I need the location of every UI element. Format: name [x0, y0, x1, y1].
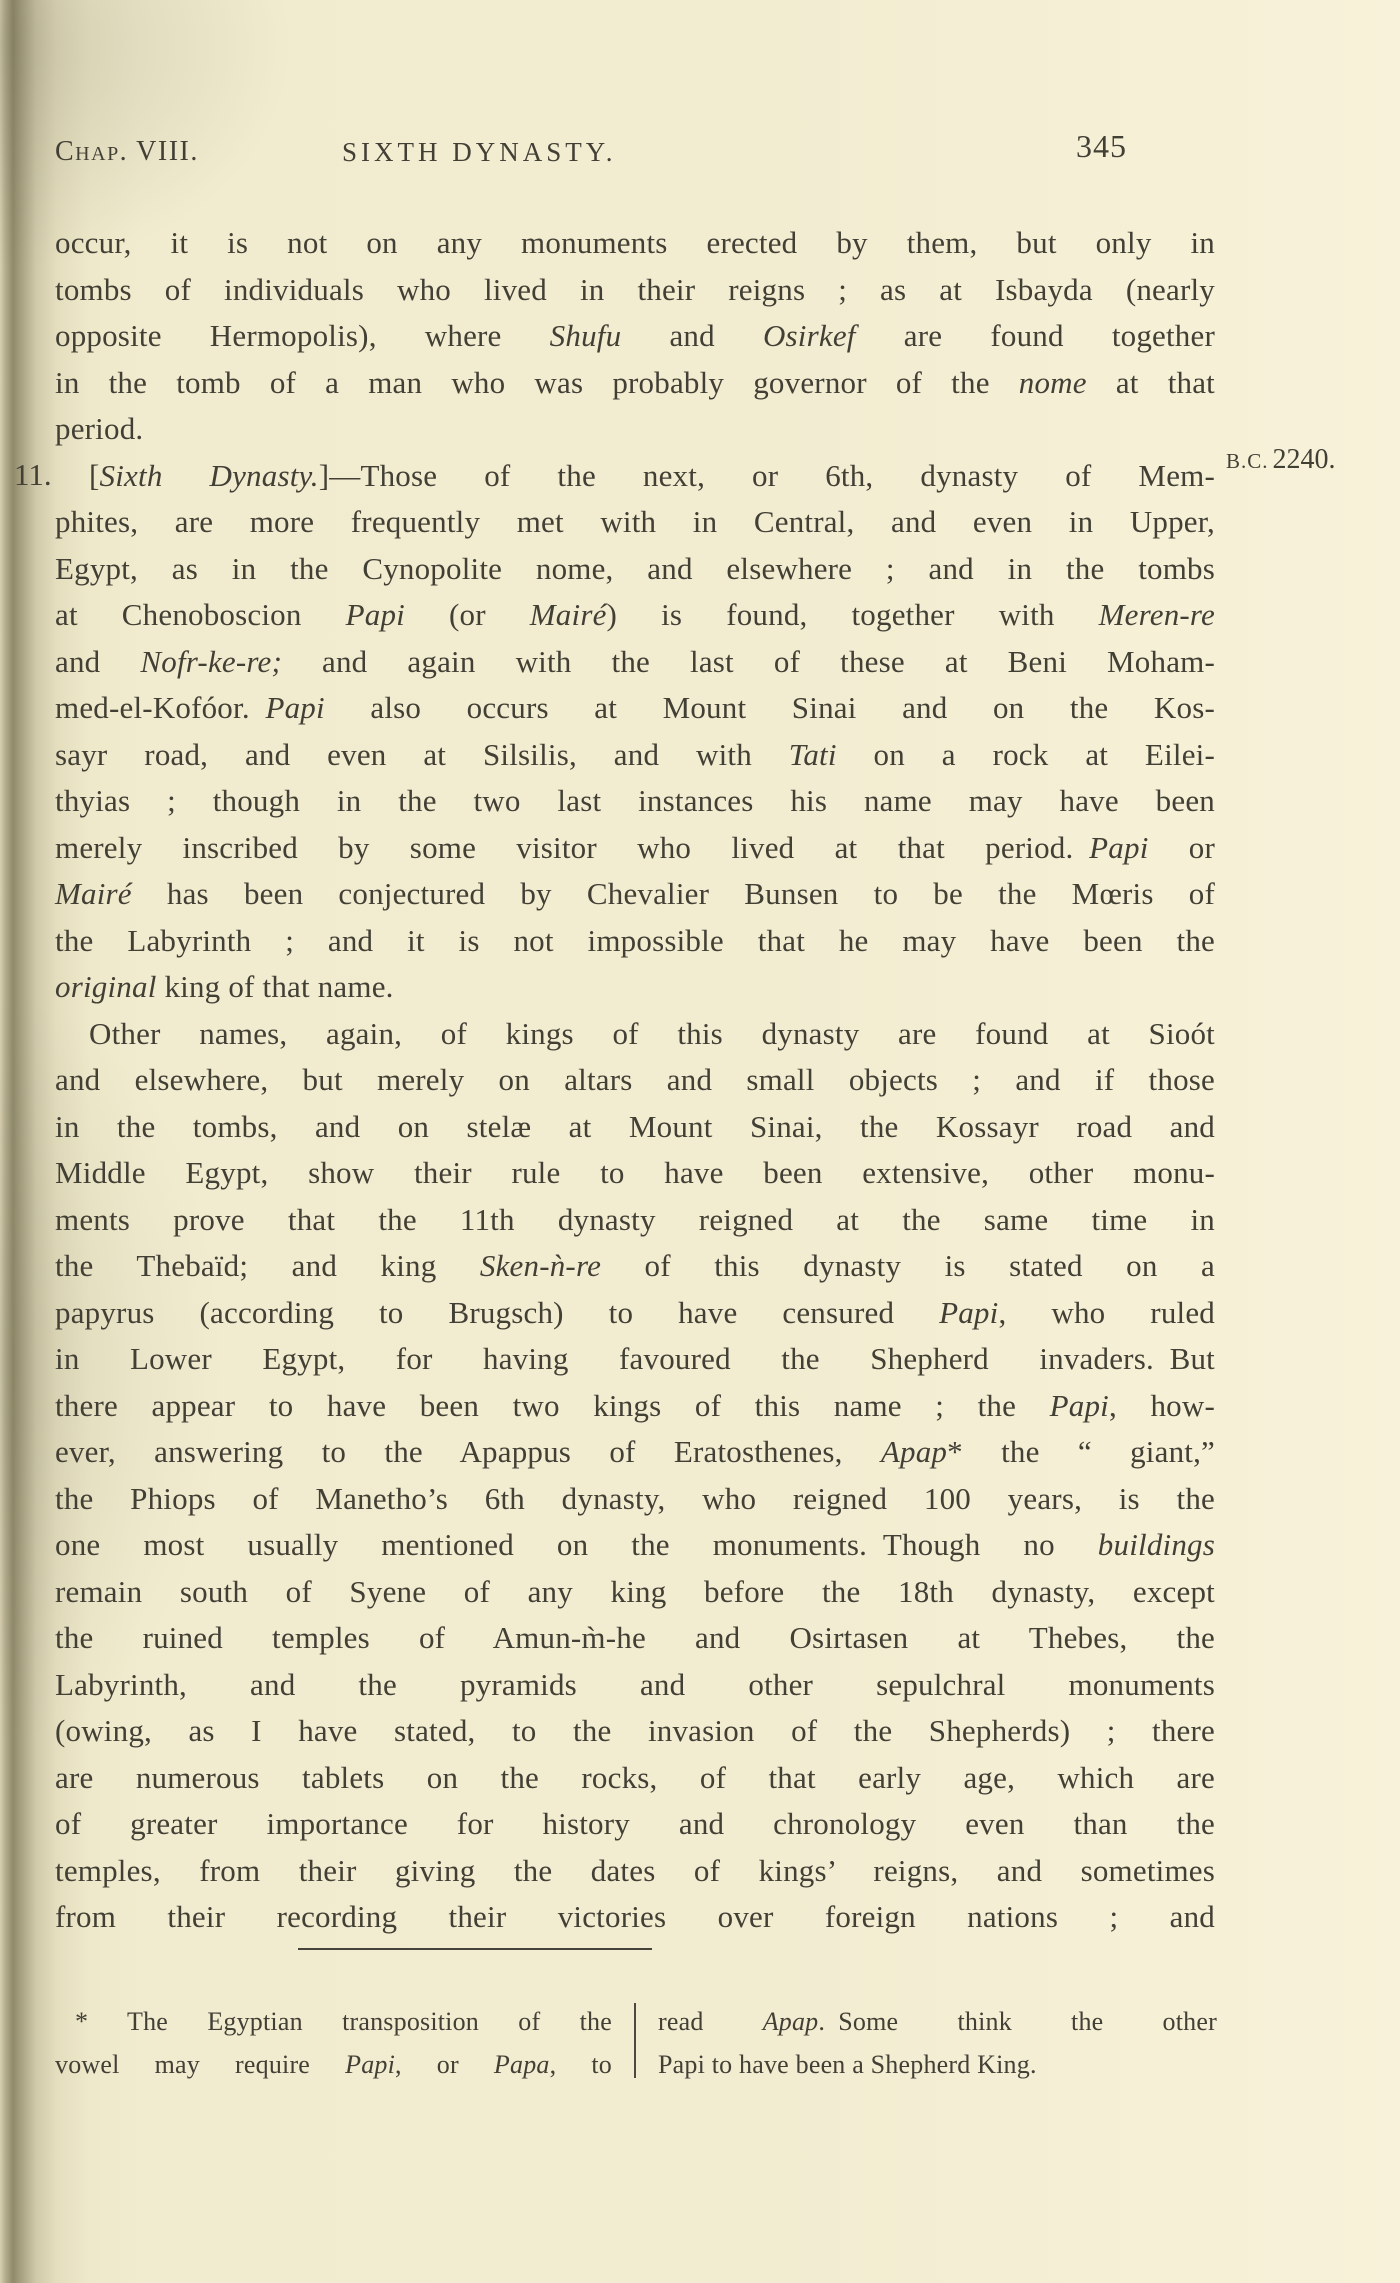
text: of greater importance for history and chronology even than the: [55, 1806, 1215, 1841]
italic-text: Tati: [788, 736, 837, 772]
text: , to: [549, 2050, 612, 2079]
text: tombs of individuals who lived in their reigns ; as at Isbayda (nearly: [55, 271, 1215, 307]
text: the Thebaïd; and king: [55, 1248, 480, 1283]
text: at that: [1086, 364, 1215, 400]
text-line: [55, 1104, 1215, 1151]
footnote-line: [55, 2043, 612, 2086]
paragraph: [55, 1011, 1215, 1941]
paragraph: [55, 220, 1215, 453]
footnote-divider-rule: [298, 1948, 652, 1950]
italic-text: buildings: [1097, 1527, 1215, 1562]
text: period.: [55, 411, 144, 446]
text: temples, from their giving the dates of kings’ reigns, and sometimes: [55, 1852, 1215, 1888]
bc-year: 2240.: [1272, 444, 1336, 475]
italic-text: Apap: [762, 2007, 819, 2036]
text-line: [55, 1615, 1215, 1662]
text: and elsewhere, but merely on altars and small objects ; and if those: [55, 1062, 1215, 1097]
text-line: [55, 1197, 1215, 1244]
text-line: [55, 918, 1215, 965]
text-line: [55, 592, 1215, 639]
text: Labyrinth, and the pyramids and other sepulchral monuments: [55, 1666, 1215, 1702]
text: Egypt, as in the Cynopolite nome, and elsewhere ; and in the tombs: [55, 550, 1215, 586]
text-line: [55, 1383, 1215, 1430]
italic-text: Papi: [345, 2050, 396, 2079]
text-line: [55, 1755, 1215, 1802]
text-line: [55, 1057, 1215, 1104]
text-line: [55, 1429, 1215, 1476]
text-line: [55, 406, 1215, 453]
text: the Labyrinth ; and it is not impossible that he may have been the: [55, 922, 1215, 958]
italic-text: Apap: [880, 1434, 948, 1469]
italic-text: Papi: [1049, 1387, 1109, 1423]
text: on a rock at Eilei-: [836, 736, 1215, 772]
text-line: [55, 1336, 1215, 1383]
text: papyrus (according to Brugsch) to have censured: [55, 1294, 940, 1330]
text: or: [1148, 829, 1215, 865]
text: in Lower Egypt, for having favoured the Shepherd invaders. But: [55, 1341, 1215, 1376]
footnote-right-column: [658, 2000, 1217, 2086]
text: of this dynasty is stated on a: [601, 1248, 1215, 1283]
text: ) is found, together with: [606, 597, 1099, 632]
text: there appear to have been two kings of this name ; the: [55, 1387, 1050, 1423]
text: from their recording their victories over foreign nations ; and: [55, 1899, 1215, 1934]
body-paragraphs: [55, 220, 1215, 1941]
text: thyias ; though in the two last instances his name may have been: [55, 783, 1215, 818]
text: and: [621, 318, 763, 353]
text: vowel may require: [55, 2050, 346, 2079]
footnote-left-column: [55, 2000, 612, 2086]
italic-text: Nofr-ke-re;: [140, 643, 282, 679]
text-line: [55, 1662, 1215, 1709]
italic-text: Papi: [345, 597, 405, 632]
text: ever, answering to the Apappus of Eratosthenes,: [55, 1434, 881, 1469]
header-chapter-label: Chap. VIII.: [55, 136, 199, 167]
italic-text: Meren-re: [1098, 597, 1215, 632]
text-line: [55, 1476, 1215, 1523]
italic-text: original: [55, 969, 157, 1004]
text-line: [55, 546, 1215, 593]
text: are numerous tablets on the rocks, of that early age, which are: [55, 1759, 1215, 1795]
text: ments prove that the 11th dynasty reigned at the same time in: [55, 1201, 1215, 1237]
italic-text: Mairé: [55, 876, 132, 911]
text-line: [55, 1708, 1215, 1755]
text-line: [55, 1150, 1215, 1197]
text: Middle Egypt, show their rule to have been extensive, other monu-: [55, 1155, 1215, 1190]
margin-date-note: [1226, 444, 1336, 476]
text: , or: [395, 2050, 494, 2079]
footnote: [55, 2000, 1217, 2086]
italic-text: Papi: [265, 690, 325, 725]
text-line: [55, 825, 1215, 872]
text: (or: [404, 597, 530, 632]
text: occur, it is not on any monuments erected by them, but only in: [55, 225, 1215, 260]
text: the ruined temples of Amun-m̀-he and Osirtasen at Thebes, the: [55, 1620, 1215, 1655]
italic-text: Papi: [939, 1294, 999, 1330]
text: king of that name.: [156, 969, 394, 1004]
text: * The Egyptian transposition of the: [75, 2007, 612, 2036]
text-line: [55, 732, 1215, 779]
italic-text: Sken-ǹ-re: [479, 1248, 602, 1283]
text: and: [55, 643, 141, 679]
text: [: [89, 457, 100, 493]
bc-label: B.C.: [1226, 449, 1269, 473]
text-line: [55, 1894, 1215, 1941]
text-line: [55, 220, 1215, 267]
text-line: [55, 1243, 1215, 1290]
paragraph: [55, 453, 1215, 1011]
text: read: [658, 2007, 763, 2036]
text: in the tomb of a man who was probably governor of the: [55, 364, 1019, 400]
italic-text: nome: [1018, 364, 1087, 400]
text: ]—Those of the next, or 6th, dynasty of Mem-: [318, 457, 1215, 493]
italic-text: Papi: [1089, 829, 1149, 865]
text: the Phiops of Manetho’s 6th dynasty, who reigned 100 years, is the: [55, 1480, 1215, 1516]
text-line: [55, 1848, 1215, 1895]
footnote-line: [55, 2000, 612, 2043]
text-line: [55, 964, 1215, 1011]
italic-text: Papa: [493, 2050, 550, 2079]
text-line: [55, 639, 1215, 686]
text: and again with the last of these at Beni Moham-: [282, 643, 1215, 679]
text-line: [55, 1522, 1215, 1569]
text: opposite Hermopolis), where: [55, 318, 550, 353]
text: Papi to have been a Shepherd King.: [658, 2050, 1037, 2079]
text-line: [55, 267, 1215, 314]
text: remain south of Syene of any king before the 18th dynasty, except: [55, 1573, 1215, 1609]
text: in the tombs, and on stelæ at Mount Sinai, the Kossayr road and: [55, 1108, 1215, 1144]
italic-text: Mairé: [529, 597, 607, 632]
text: med-el-Kofóor.: [55, 690, 266, 725]
text-line: [55, 360, 1215, 407]
text-line: [55, 1011, 1215, 1058]
text-line: [55, 1801, 1215, 1848]
text: * the “ giant,”: [947, 1434, 1215, 1469]
italic-text: Sixth Dynasty.: [99, 457, 319, 493]
text-line: [55, 1290, 1215, 1337]
text-line: [55, 871, 1215, 918]
italic-text: Shufu: [549, 318, 622, 353]
page-title: SIXTH DYNASTY.: [342, 137, 617, 167]
text-line: [55, 453, 1215, 500]
text-line: [55, 1569, 1215, 1616]
text: also occurs at Mount Sinai and on the Kos-: [324, 690, 1215, 725]
text: are found together: [855, 318, 1215, 353]
footnote-column-separator: [634, 2003, 636, 2078]
text-line: [55, 313, 1215, 360]
text: sayr road, and even at Silsilis, and with: [55, 736, 789, 772]
text: merely inscribed by some visitor who lived at that period.: [55, 829, 1090, 865]
footnote-line: [658, 2043, 1217, 2086]
text: (owing, as I have stated, to the invasion of the Shepherds) ; there: [55, 1713, 1215, 1748]
text: Other names, again, of kings of this dynasty are found at Sioót: [89, 1015, 1215, 1051]
text-line: [55, 499, 1215, 546]
text: , who ruled: [998, 1294, 1215, 1330]
text: , how-: [1108, 1387, 1215, 1423]
footnote-line: [658, 2000, 1217, 2043]
text-line: [55, 778, 1215, 825]
text: at Chenoboscion: [55, 597, 346, 632]
italic-text: Osirkef: [762, 318, 856, 353]
text-line: [55, 685, 1215, 732]
text: phites, are more frequently met with in Central, and even in Upper,: [55, 504, 1215, 539]
text: . Some think the other: [818, 2007, 1217, 2036]
text: has been conjectured by Chevalier Bunsen to be the Mœris of: [131, 876, 1215, 911]
page-number: 345: [1076, 128, 1127, 164]
margin-paragraph-number: 11.: [14, 457, 52, 492]
text: one most usually mentioned on the monuments. Though no: [55, 1527, 1098, 1562]
